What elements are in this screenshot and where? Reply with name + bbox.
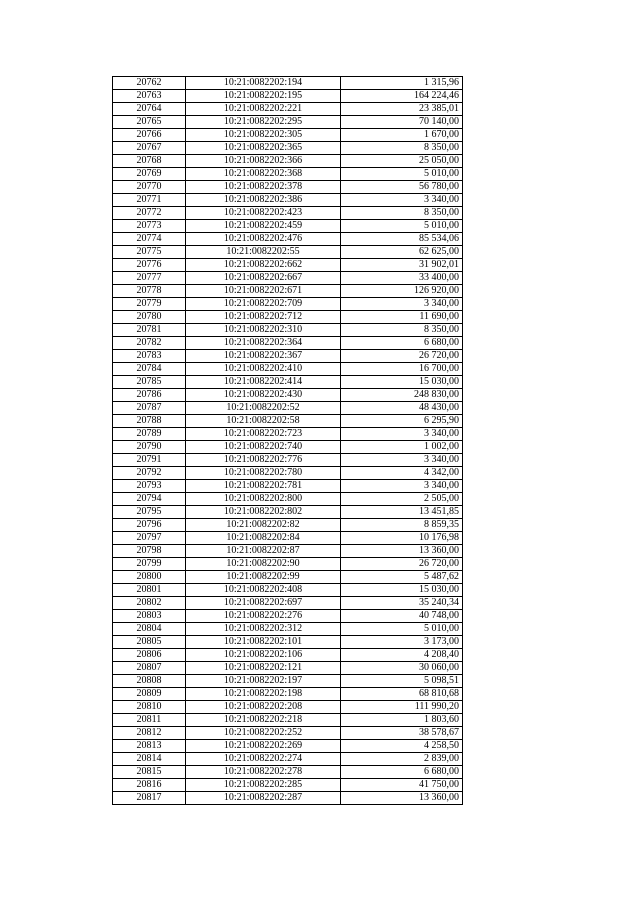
cadastral-number-cell: 10:21:0082202:305 [186, 129, 341, 142]
cadastral-number-cell: 10:21:0082202:101 [186, 636, 341, 649]
cadastral-number-cell: 10:21:0082202:55 [186, 246, 341, 259]
table-row [113, 519, 463, 532]
table-row [113, 90, 463, 103]
cadastral-number-cell: 10:21:0082202:410 [186, 363, 341, 376]
amount-cell: 3 340,00 [341, 454, 463, 467]
table-row [113, 363, 463, 376]
row-number-cell: 20814 [113, 753, 186, 766]
table-row [113, 441, 463, 454]
cadastral-number-cell: 10:21:0082202:269 [186, 740, 341, 753]
cadastral-number-cell: 10:21:0082202:287 [186, 792, 341, 805]
row-number-cell: 20772 [113, 207, 186, 220]
amount-cell: 16 700,00 [341, 363, 463, 376]
cadastral-number-cell: 10:21:0082202:87 [186, 545, 341, 558]
table-row [113, 233, 463, 246]
amount-cell: 23 385,01 [341, 103, 463, 116]
row-number-cell: 20770 [113, 181, 186, 194]
amount-cell: 56 780,00 [341, 181, 463, 194]
row-number-cell: 20803 [113, 610, 186, 623]
table-row [113, 324, 463, 337]
amount-cell: 68 810,68 [341, 688, 463, 701]
table-row [113, 558, 463, 571]
cadastral-number-cell: 10:21:0082202:712 [186, 311, 341, 324]
row-number-cell: 20762 [113, 77, 186, 90]
row-number-cell: 20794 [113, 493, 186, 506]
row-number-cell: 20816 [113, 779, 186, 792]
amount-cell: 40 748,00 [341, 610, 463, 623]
table-row [113, 376, 463, 389]
table-row [113, 714, 463, 727]
table-row [113, 753, 463, 766]
row-number-cell: 20801 [113, 584, 186, 597]
cadastral-number-cell: 10:21:0082202:252 [186, 727, 341, 740]
cadastral-number-cell: 10:21:0082202:276 [186, 610, 341, 623]
amount-cell: 13 360,00 [341, 545, 463, 558]
row-number-cell: 20793 [113, 480, 186, 493]
table-row [113, 532, 463, 545]
cadastral-number-cell: 10:21:0082202:310 [186, 324, 341, 337]
row-number-cell: 20807 [113, 662, 186, 675]
amount-cell: 31 902,01 [341, 259, 463, 272]
row-number-cell: 20787 [113, 402, 186, 415]
table-row [113, 740, 463, 753]
table-row [113, 402, 463, 415]
cadastral-number-cell: 10:21:0082202:58 [186, 415, 341, 428]
row-number-cell: 20797 [113, 532, 186, 545]
row-number-cell: 20805 [113, 636, 186, 649]
cadastral-number-cell: 10:21:0082202:709 [186, 298, 341, 311]
cadastral-number-cell: 10:21:0082202:285 [186, 779, 341, 792]
row-number-cell: 20778 [113, 285, 186, 298]
row-number-cell: 20804 [113, 623, 186, 636]
amount-cell: 41 750,00 [341, 779, 463, 792]
table-row [113, 207, 463, 220]
cadastral-number-cell: 10:21:0082202:662 [186, 259, 341, 272]
row-number-cell: 20796 [113, 519, 186, 532]
amount-cell: 48 430,00 [341, 402, 463, 415]
table-row [113, 584, 463, 597]
amount-cell: 3 340,00 [341, 298, 463, 311]
amount-cell: 5 010,00 [341, 168, 463, 181]
cadastral-number-cell: 10:21:0082202:800 [186, 493, 341, 506]
row-number-cell: 20765 [113, 116, 186, 129]
row-number-cell: 20802 [113, 597, 186, 610]
amount-cell: 3 173,00 [341, 636, 463, 649]
cadastral-number-cell: 10:21:0082202:278 [186, 766, 341, 779]
cadastral-number-cell: 10:21:0082202:414 [186, 376, 341, 389]
amount-cell: 13 451,85 [341, 506, 463, 519]
amount-cell: 111 990,20 [341, 701, 463, 714]
amount-cell: 33 400,00 [341, 272, 463, 285]
amount-cell: 30 060,00 [341, 662, 463, 675]
table-row [113, 298, 463, 311]
cadastral-number-cell: 10:21:0082202:121 [186, 662, 341, 675]
cadastral-number-cell: 10:21:0082202:364 [186, 337, 341, 350]
cadastral-number-cell: 10:21:0082202:197 [186, 675, 341, 688]
amount-cell: 5 098,51 [341, 675, 463, 688]
amount-cell: 8 350,00 [341, 207, 463, 220]
amount-cell: 8 859,35 [341, 519, 463, 532]
amount-cell: 164 224,46 [341, 90, 463, 103]
row-number-cell: 20813 [113, 740, 186, 753]
row-number-cell: 20788 [113, 415, 186, 428]
table-row [113, 311, 463, 324]
table-row [113, 545, 463, 558]
amount-cell: 6 680,00 [341, 337, 463, 350]
table-row [113, 415, 463, 428]
amount-cell: 4 258,50 [341, 740, 463, 753]
cadastral-number-cell: 10:21:0082202:84 [186, 532, 341, 545]
row-number-cell: 20782 [113, 337, 186, 350]
row-number-cell: 20780 [113, 311, 186, 324]
amount-cell: 5 010,00 [341, 220, 463, 233]
cadastral-number-cell: 10:21:0082202:368 [186, 168, 341, 181]
table-row [113, 493, 463, 506]
row-number-cell: 20783 [113, 350, 186, 363]
amount-cell: 5 487,62 [341, 571, 463, 584]
row-number-cell: 20763 [113, 90, 186, 103]
cadastral-number-cell: 10:21:0082202:366 [186, 155, 341, 168]
amount-cell: 70 140,00 [341, 116, 463, 129]
table-body [113, 77, 463, 805]
table-row [113, 727, 463, 740]
table-row [113, 194, 463, 207]
cadastral-number-cell: 10:21:0082202:221 [186, 103, 341, 116]
amount-cell: 85 534,06 [341, 233, 463, 246]
row-number-cell: 20777 [113, 272, 186, 285]
row-number-cell: 20806 [113, 649, 186, 662]
table-row [113, 168, 463, 181]
amount-cell: 2 505,00 [341, 493, 463, 506]
row-number-cell: 20799 [113, 558, 186, 571]
amount-cell: 6 295,90 [341, 415, 463, 428]
cadastral-number-cell: 10:21:0082202:476 [186, 233, 341, 246]
cadastral-number-cell: 10:21:0082202:194 [186, 77, 341, 90]
cadastral-number-cell: 10:21:0082202:90 [186, 558, 341, 571]
cadastral-number-cell: 10:21:0082202:365 [186, 142, 341, 155]
table-row [113, 571, 463, 584]
amount-cell: 5 010,00 [341, 623, 463, 636]
row-number-cell: 20789 [113, 428, 186, 441]
amount-cell: 26 720,00 [341, 558, 463, 571]
table-row [113, 389, 463, 402]
row-number-cell: 20790 [113, 441, 186, 454]
cadastral-number-cell: 10:21:0082202:295 [186, 116, 341, 129]
cadastral-number-cell: 10:21:0082202:312 [186, 623, 341, 636]
table-row [113, 636, 463, 649]
row-number-cell: 20766 [113, 129, 186, 142]
table-row [113, 103, 463, 116]
table-row [113, 155, 463, 168]
row-number-cell: 20791 [113, 454, 186, 467]
table-row [113, 285, 463, 298]
cadastral-number-cell: 10:21:0082202:274 [186, 753, 341, 766]
cadastral-number-cell: 10:21:0082202:776 [186, 454, 341, 467]
cadastral-number-cell: 10:21:0082202:52 [186, 402, 341, 415]
amount-cell: 13 360,00 [341, 792, 463, 805]
cadastral-number-cell: 10:21:0082202:781 [186, 480, 341, 493]
table-row [113, 662, 463, 675]
amount-cell: 11 690,00 [341, 311, 463, 324]
cadastral-number-cell: 10:21:0082202:667 [186, 272, 341, 285]
cadastral-number-cell: 10:21:0082202:195 [186, 90, 341, 103]
table-row [113, 480, 463, 493]
table-row [113, 337, 463, 350]
table-row [113, 701, 463, 714]
amount-cell: 25 050,00 [341, 155, 463, 168]
row-number-cell: 20774 [113, 233, 186, 246]
row-number-cell: 20809 [113, 688, 186, 701]
table-row [113, 129, 463, 142]
table-row [113, 428, 463, 441]
row-number-cell: 20792 [113, 467, 186, 480]
cadastral-number-cell: 10:21:0082202:430 [186, 389, 341, 402]
table-row [113, 610, 463, 623]
amount-cell: 38 578,67 [341, 727, 463, 740]
amount-cell: 1 670,00 [341, 129, 463, 142]
cadastral-number-cell: 10:21:0082202:378 [186, 181, 341, 194]
amount-cell: 1 002,00 [341, 441, 463, 454]
amount-cell: 62 625,00 [341, 246, 463, 259]
cadastral-number-cell: 10:21:0082202:106 [186, 649, 341, 662]
table-row [113, 506, 463, 519]
amount-cell: 35 240,34 [341, 597, 463, 610]
row-number-cell: 20764 [113, 103, 186, 116]
table-row [113, 116, 463, 129]
table-row [113, 246, 463, 259]
row-number-cell: 20784 [113, 363, 186, 376]
cadastral-number-cell: 10:21:0082202:208 [186, 701, 341, 714]
table-row [113, 181, 463, 194]
table-row [113, 649, 463, 662]
amount-cell: 26 720,00 [341, 350, 463, 363]
cadastral-number-cell: 10:21:0082202:802 [186, 506, 341, 519]
amount-cell: 8 350,00 [341, 324, 463, 337]
cadastral-number-cell: 10:21:0082202:459 [186, 220, 341, 233]
cadastral-number-cell: 10:21:0082202:82 [186, 519, 341, 532]
row-number-cell: 20775 [113, 246, 186, 259]
cadastral-number-cell: 10:21:0082202:697 [186, 597, 341, 610]
amount-cell: 3 340,00 [341, 194, 463, 207]
cadastral-number-cell: 10:21:0082202:723 [186, 428, 341, 441]
amount-cell: 8 350,00 [341, 142, 463, 155]
cadastral-number-cell: 10:21:0082202:740 [186, 441, 341, 454]
amount-cell: 4 208,40 [341, 649, 463, 662]
row-number-cell: 20798 [113, 545, 186, 558]
row-number-cell: 20808 [113, 675, 186, 688]
table-row [113, 454, 463, 467]
table-row [113, 597, 463, 610]
table-row [113, 792, 463, 805]
row-number-cell: 20769 [113, 168, 186, 181]
row-number-cell: 20800 [113, 571, 186, 584]
cadastral-number-cell: 10:21:0082202:218 [186, 714, 341, 727]
cadastral-value-table [112, 76, 463, 805]
row-number-cell: 20785 [113, 376, 186, 389]
row-number-cell: 20781 [113, 324, 186, 337]
amount-cell: 1 803,60 [341, 714, 463, 727]
table-row [113, 675, 463, 688]
row-number-cell: 20812 [113, 727, 186, 740]
cadastral-number-cell: 10:21:0082202:386 [186, 194, 341, 207]
amount-cell: 126 920,00 [341, 285, 463, 298]
cadastral-number-cell: 10:21:0082202:99 [186, 571, 341, 584]
table-row [113, 467, 463, 480]
row-number-cell: 20776 [113, 259, 186, 272]
row-number-cell: 20795 [113, 506, 186, 519]
row-number-cell: 20768 [113, 155, 186, 168]
table-row [113, 272, 463, 285]
table-row [113, 350, 463, 363]
row-number-cell: 20773 [113, 220, 186, 233]
row-number-cell: 20817 [113, 792, 186, 805]
row-number-cell: 20811 [113, 714, 186, 727]
row-number-cell: 20767 [113, 142, 186, 155]
table-row [113, 142, 463, 155]
amount-cell: 248 830,00 [341, 389, 463, 402]
row-number-cell: 20779 [113, 298, 186, 311]
row-number-cell: 20810 [113, 701, 186, 714]
table-row [113, 766, 463, 779]
table-row [113, 259, 463, 272]
table-row [113, 77, 463, 90]
table-row [113, 688, 463, 701]
row-number-cell: 20815 [113, 766, 186, 779]
cadastral-number-cell: 10:21:0082202:198 [186, 688, 341, 701]
amount-cell: 3 340,00 [341, 428, 463, 441]
amount-cell: 6 680,00 [341, 766, 463, 779]
cadastral-number-cell: 10:21:0082202:423 [186, 207, 341, 220]
amount-cell: 15 030,00 [341, 584, 463, 597]
cadastral-number-cell: 10:21:0082202:367 [186, 350, 341, 363]
cadastral-number-cell: 10:21:0082202:780 [186, 467, 341, 480]
amount-cell: 1 315,96 [341, 77, 463, 90]
row-number-cell: 20771 [113, 194, 186, 207]
amount-cell: 4 342,00 [341, 467, 463, 480]
amount-cell: 2 839,00 [341, 753, 463, 766]
cadastral-number-cell: 10:21:0082202:408 [186, 584, 341, 597]
row-number-cell: 20786 [113, 389, 186, 402]
table-row [113, 623, 463, 636]
amount-cell: 3 340,00 [341, 480, 463, 493]
amount-cell: 15 030,00 [341, 376, 463, 389]
table-row [113, 220, 463, 233]
cadastral-number-cell: 10:21:0082202:671 [186, 285, 341, 298]
amount-cell: 10 176,98 [341, 532, 463, 545]
table-row [113, 779, 463, 792]
